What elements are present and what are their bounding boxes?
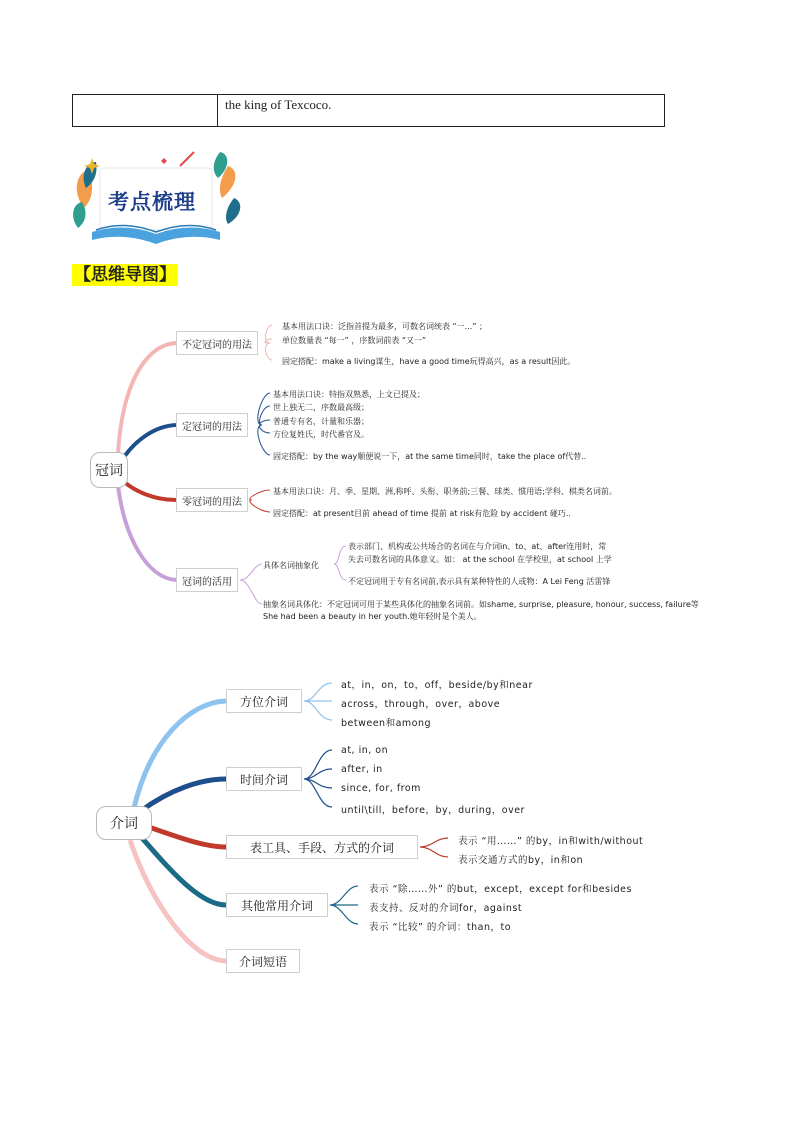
item-time-1: at, in, on bbox=[341, 745, 389, 756]
connector-time bbox=[142, 779, 226, 810]
item-other-1: 表示 “除……外” 的but，except，except for和besides bbox=[369, 884, 632, 895]
item-location-2: across，through，over，above bbox=[341, 699, 501, 710]
branch-definite-article: 定冠词的用法 bbox=[176, 413, 248, 437]
note-definite-5: 固定搭配：by the way顺便说一下，at the same time同时，take the place of代替.. bbox=[273, 452, 587, 461]
item-time-4: until\till，before，by，during，over bbox=[341, 805, 525, 816]
sub-concrete-to-abstract: 具体名词抽象化 bbox=[263, 561, 319, 570]
note-zero-1: 基本用法口诀：月、季、星期、洲,称呼、头衔、职务前;三餐、球类、惯用语;学科、棋类名词前。 bbox=[273, 487, 617, 496]
note-indefinite-1: 基本用法口诀：泛指首提为最多，可数名词统表 “一...” ； bbox=[282, 322, 488, 331]
branch-time-prepositions: 时间介词 bbox=[226, 767, 302, 791]
item-other-3: 表示 “比较” 的介词：than，to bbox=[369, 922, 512, 933]
branch-location-prepositions: 方位介词 bbox=[226, 689, 302, 713]
note-zero-2: 固定搭配：at present目前 ahead of time 提前 at risk有危险 by accident 碰巧.. bbox=[273, 509, 571, 518]
connector-definite bbox=[122, 425, 176, 460]
note-definite-4: 方位复姓氏，时代番官及。 bbox=[273, 430, 369, 439]
map1-root: 冠词 bbox=[90, 452, 128, 488]
note-indefinite-2: 单位数量表 “每一” ，序数词前表 “又一” bbox=[282, 336, 427, 345]
note-flexible-5: She had been a beauty in her youth.她年轻时是个美人。 bbox=[263, 612, 482, 621]
map2-root: 介词 bbox=[96, 806, 152, 840]
table-cell-text: the king of Texcoco. bbox=[225, 97, 332, 112]
note-flexible-4: 抽象名词具体化：不定冠词可用于某些具体化的抽象名词前。如shame, surprise, pleasure, honour, success, failure等 bbox=[263, 600, 699, 609]
note-flexible-2: 失去可数名词的具体意义。如： at the school 在学校里，at school 上学 bbox=[348, 555, 612, 564]
item-location-3: between和among bbox=[341, 718, 432, 729]
item-location-1: at，in，on，to，off，beside/by和near bbox=[341, 680, 533, 691]
branch-tool-means-manner-prepositions: 表工具、手段、方式的介词 bbox=[226, 835, 418, 859]
note-definite-3: 普通专有名，计量和乐器； bbox=[273, 417, 369, 426]
item-tool-1: 表示 “用……” 的by，in和with/without bbox=[458, 836, 644, 847]
branch-indefinite-article: 不定冠词的用法 bbox=[176, 331, 258, 355]
branch-other-common-prepositions: 其他常用介词 bbox=[226, 893, 328, 917]
note-flexible-1: 表示部门、机构或公共场合的名词在与介词in、to、at、after连用时，常 bbox=[348, 542, 607, 551]
item-tool-2: 表示交通方式的by，in和on bbox=[458, 855, 584, 866]
item-time-2: after, in bbox=[341, 764, 383, 775]
note-indefinite-3: 固定搭配：make a living谋生，have a good time玩得高兴，as a result因此。 bbox=[282, 357, 576, 366]
mind-map-heading: 【思维导图】 bbox=[74, 265, 176, 285]
branch-prepositional-phrases: 介词短语 bbox=[226, 949, 300, 973]
note-definite-2: 世上独无二，序数最高级； bbox=[273, 403, 369, 412]
banner-title: 考点梳理 bbox=[108, 189, 196, 214]
note-definite-1: 基本用法口诀：特指双熟悉，上文已提及； bbox=[273, 390, 425, 399]
item-time-3: since, for, from bbox=[341, 783, 421, 794]
connector-zero bbox=[122, 480, 176, 500]
connector-tool bbox=[146, 826, 226, 847]
note-flexible-3: 不定冠词用于专有名词前,表示具有某种特性的人或物：A Lei Feng 活雷锋 bbox=[348, 577, 611, 586]
connector-indefinite bbox=[118, 343, 176, 454]
branch-article-flexible-use: 冠词的活用 bbox=[176, 568, 238, 592]
branch-zero-article: 零冠词的用法 bbox=[176, 488, 248, 512]
item-other-2: 表支持、反对的介词for，against bbox=[369, 903, 523, 914]
connector-location bbox=[134, 701, 226, 808]
